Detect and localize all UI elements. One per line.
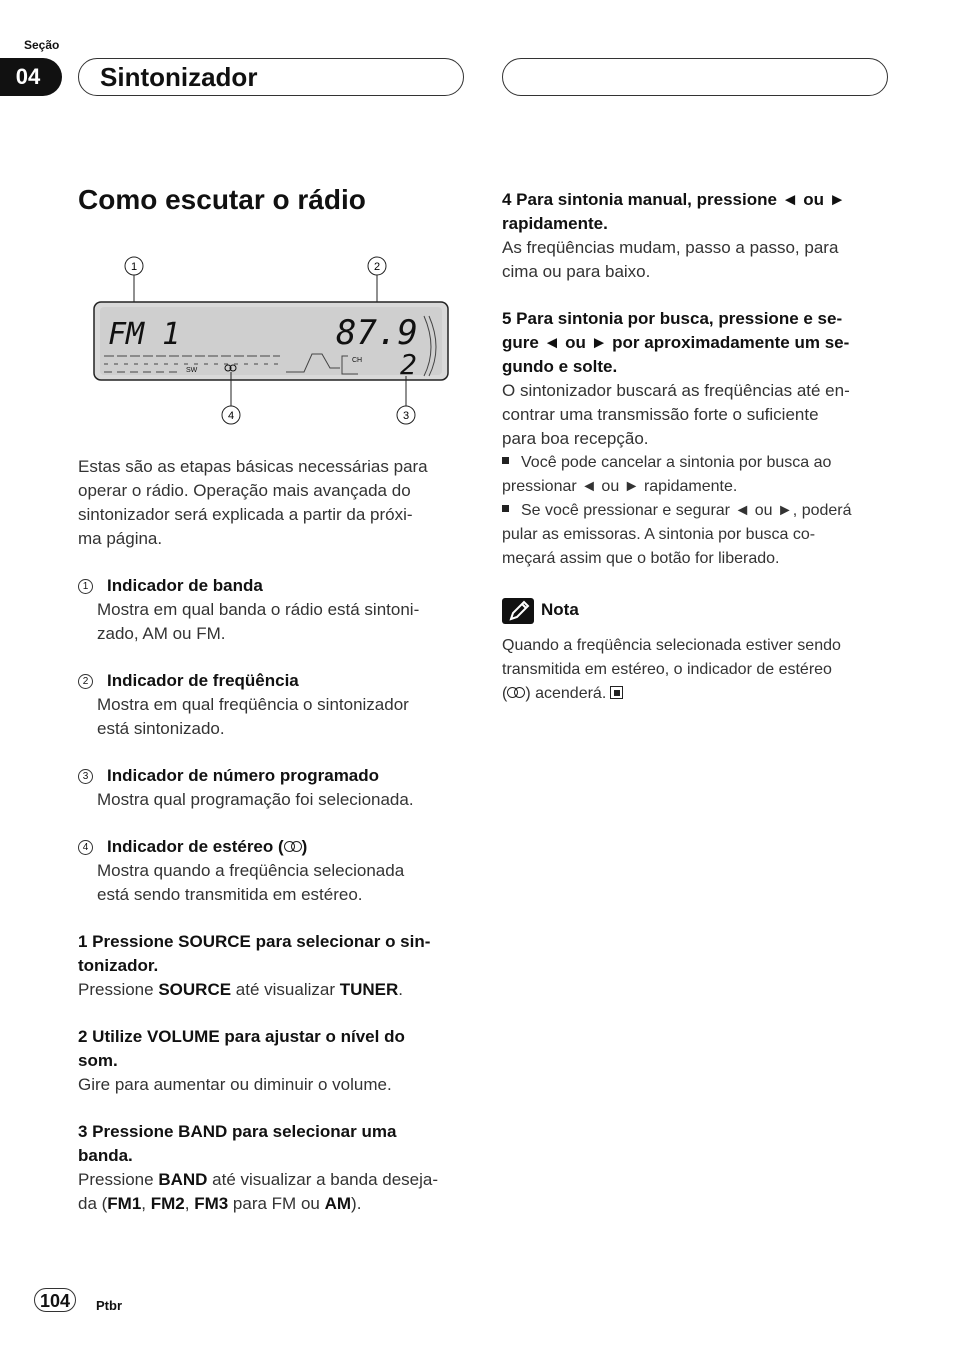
- step-3: 3 Pressione BAND para selecionar uma banda. Pressione BAND até visualizar a banda deseja- da (FM1, FM2, FM3 para FM ou AM).: [78, 1122, 439, 1213]
- svg-text:3: 3: [402, 410, 410, 422]
- end-mark-icon: [610, 686, 623, 699]
- language-code: Ptbr: [96, 1298, 122, 1313]
- stereo-icon: [507, 687, 525, 699]
- step-1: 1 Pressione SOURCE para selecionar o sin- tonizador. Pressione SOURCE até visualizar TUNER.: [78, 932, 431, 999]
- svg-text:CH: CH: [352, 357, 363, 364]
- section-title: Sintonizador: [100, 62, 258, 92]
- frequency-indicator: 87.9: [336, 313, 418, 353]
- svg-text:SW: SW: [186, 367, 198, 374]
- section-number-tab: 04: [0, 58, 62, 96]
- radio-display-illustration: [90, 252, 452, 430]
- step-5: 5 Para sintonia por busca, pressione e se- gure ◄ ou ► por aproximadamente um se- gundo e solte. O sintonizador buscará as freqüências até en- contrar uma transmissão forte o suficiente para boa recepção. Você pode cancelar a sintonia por busca ao pressionar ◄ ou ► rapidamente. Se você pressionar e segurar ◄ ou ►, poderá pular as emissoras. A sintonia por busca co- meçará assim que o botão for liberado.: [502, 307, 892, 571]
- indicator-frequency: 2 Indicador de freqüência Mostra em qual freqüência o sintonizador está sintonizado.: [78, 669, 468, 741]
- list-item: Você pode cancelar a sintonia por busca ao pressionar ◄ ou ► rapidamente.: [502, 454, 832, 495]
- band-indicator: FM 1: [108, 317, 181, 352]
- callout-3: [397, 376, 415, 424]
- section-label: Seção: [24, 38, 60, 52]
- step-4: 4 Para sintonia manual, pressione ◄ ou ► rapidamente. As freqüências mudam, passo a passo, para cima ou para baixo.: [502, 190, 846, 281]
- svg-text:2: 2: [373, 261, 381, 273]
- note-label: Nota: [541, 600, 579, 619]
- stereo-icon: [284, 841, 302, 853]
- indicator-stereo: 4 Indicador de estéreo ( ) Mostra quando a freqüência selecionada está sendo transmitida em estéreo.: [78, 835, 468, 907]
- note-body: Quando a freqüência selecionada estiver sendo transmitida em estéreo, o indicador de estéreo ( ) acenderá.: [502, 637, 841, 702]
- bullet-icon: [502, 457, 509, 464]
- step-2: 2 Utilize VOLUME para ajustar o nível do som. Gire para aumentar ou diminuir o volume.: [78, 1027, 405, 1094]
- indicator-preset: 3 Indicador de número programado Mostra qual programação foi selecionada.: [78, 764, 468, 812]
- bullet-icon: [502, 505, 509, 512]
- svg-text:1: 1: [130, 261, 138, 273]
- page-title: Como escutar o rádio: [78, 184, 366, 215]
- indicator-band: 1 Indicador de banda Mostra em qual banda o rádio está sintoni- zado, AM ou FM.: [78, 574, 468, 646]
- intro-paragraph: Estas são as etapas básicas necessárias para operar o rádio. Operação mais avançada do sintonizador será explicada a partir da próxi- ma página.: [78, 457, 428, 548]
- preset-number-indicator: 2: [400, 348, 417, 381]
- page-number: 104: [34, 1288, 76, 1312]
- svg-text:4: 4: [227, 410, 235, 422]
- header-right-frame: [502, 58, 888, 96]
- display-panel: [94, 302, 448, 381]
- list-item: Se você pressionar e segurar ◄ ou ►, poderá pular as emissoras. A sintonia por busca co- meçará assim que o botão for liberado.: [502, 502, 852, 567]
- pencil-note-icon: [502, 598, 534, 624]
